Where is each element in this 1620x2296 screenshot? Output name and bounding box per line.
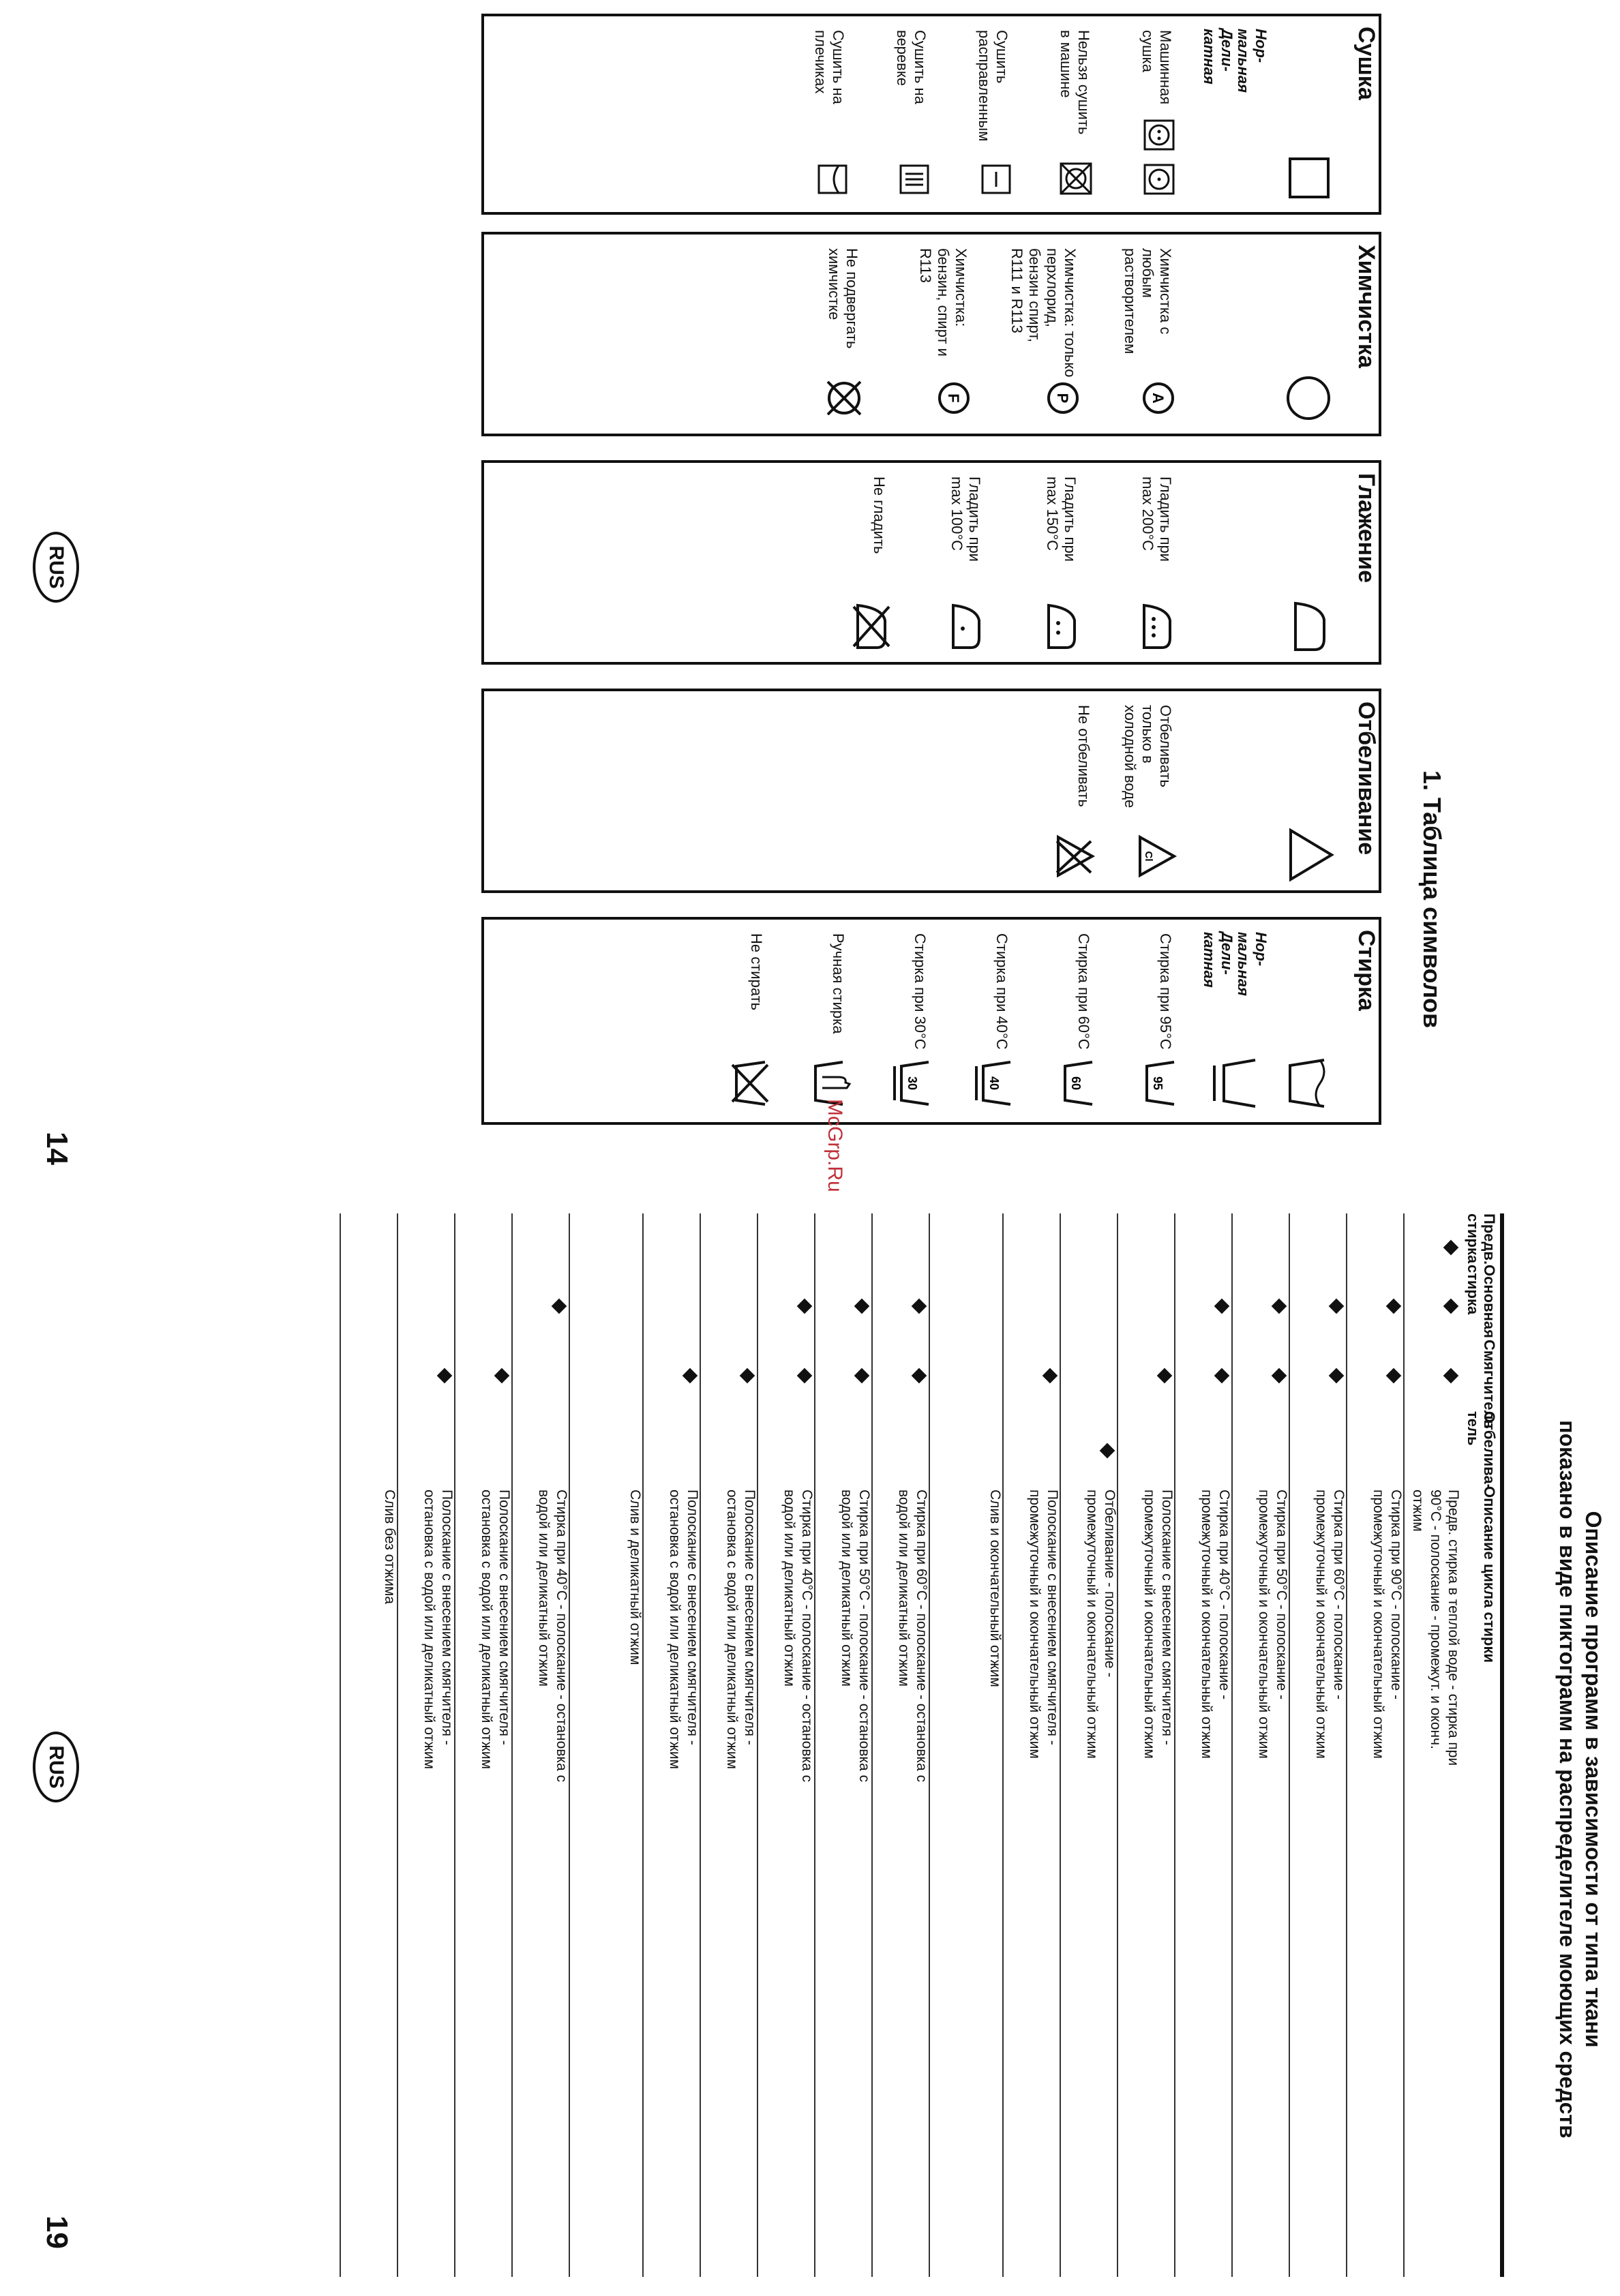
program-mark-diamond	[1386, 1368, 1402, 1384]
dry-clean-f-icon	[937, 381, 971, 415]
svg-text:P: P	[1054, 393, 1071, 404]
col-bleach-header: Отбелива- тель	[1465, 1411, 1498, 1490]
program-row	[1403, 1213, 1462, 2277]
program-mark-diamond	[740, 1368, 755, 1384]
tumble-dry-delicate-icon	[1143, 163, 1175, 196]
do-not-bleach-icon	[1055, 834, 1095, 878]
program-row	[397, 1213, 455, 2277]
program-description: Стирка при 40°С - полоскание - промежуточный и окончательный отжим	[1199, 1490, 1232, 1759]
program-row	[1346, 1213, 1405, 2277]
iron-panel	[481, 460, 1381, 665]
wash-tub-icon	[1249, 1056, 1331, 1111]
program-mark-diamond	[1443, 1299, 1459, 1314]
program-mark-diamond	[1214, 1368, 1230, 1384]
program-mark-diamond	[1386, 1299, 1402, 1314]
program-description: Стирка при 40°С - полоскание - остановка с водой или деликатный отжим	[536, 1490, 569, 1783]
program-row	[929, 1213, 1004, 2277]
program-mark-diamond	[1272, 1368, 1287, 1384]
right-page-number: 19	[40, 2216, 74, 2249]
program-mark-diamond	[1329, 1299, 1345, 1314]
iron-heading: Глажение	[1353, 473, 1379, 584]
right-page-badge-text: RUS	[45, 1745, 68, 1789]
wash-heading: Стирка	[1353, 930, 1379, 1011]
program-description: Стирка при 60°С - полоскание - остановка с водой или деликатный отжим	[896, 1490, 929, 1783]
drying-panel	[481, 14, 1381, 215]
program-description: Слив и деликатный отжим	[627, 1490, 643, 1665]
program-description: Слив и окончательный отжим	[987, 1490, 1003, 1687]
iron-150-label: Гладить при max 150°С	[1044, 477, 1079, 562]
program-mark-diamond	[1329, 1368, 1345, 1384]
bleach-cold-label: Отбеливать только в холодной воде	[1122, 705, 1174, 809]
program-row	[511, 1213, 570, 2277]
drip-dry-icon	[817, 164, 848, 195]
wash-tub-delicate-icon	[1205, 1056, 1259, 1111]
bleach-cl-icon	[1137, 834, 1177, 878]
dry-clean-circle-icon	[1285, 374, 1332, 422]
program-mark-diamond	[1100, 1443, 1115, 1459]
dry-clean-heading: Химчистка	[1353, 245, 1379, 368]
program-description: Стирка при 90°С - полоскание - промежуточный и окончательный отжим	[1370, 1490, 1404, 1759]
program-mark-diamond	[912, 1368, 927, 1384]
program-description: Стирка при 60°С - полоскание - промежуточный и окончательный отжим	[1313, 1490, 1347, 1759]
no-bleach-label: Не отбеливать	[1075, 705, 1092, 807]
dry-clean-panel	[481, 232, 1381, 436]
wash-panel	[481, 917, 1381, 1125]
program-mark-diamond	[797, 1299, 813, 1314]
left-page-badge	[33, 532, 79, 603]
bleach-panel	[481, 689, 1381, 893]
program-row	[814, 1213, 873, 2277]
programs-title-line-2: показано в виде пиктограмм на распределителе моющих средств	[1555, 1420, 1580, 2139]
program-row	[1117, 1213, 1175, 2277]
program-description: Полоскание с внесением смягчителя - остановка с водой или деликатный отжим	[479, 1490, 512, 1770]
program-description: Полоскание с внесением смягчителя - остановка с водой или деликатный отжим	[724, 1490, 758, 1770]
program-mark-diamond	[1272, 1299, 1287, 1314]
watermark: McGrp.Ru	[824, 1099, 846, 1192]
program-mark-diamond	[1042, 1368, 1058, 1384]
wash-95-icon	[1143, 1059, 1177, 1107]
wash-40-label: Стирка при 40°С	[993, 933, 1010, 1050]
tumble-dry-normal-icon	[1143, 119, 1175, 151]
programs-title	[1555, 1336, 1606, 2222]
program-row	[757, 1213, 815, 2277]
program-mark-diamond	[1157, 1368, 1173, 1384]
iron-three-dots-icon	[1140, 603, 1174, 650]
iron-two-dots-icon	[1045, 603, 1079, 650]
iron-one-dot-icon	[949, 603, 983, 650]
drying-delicate-label: Дели- катная	[1201, 29, 1235, 85]
program-mark-diamond	[1214, 1299, 1230, 1314]
drying-heading: Сушка	[1353, 27, 1379, 100]
program-row	[454, 1213, 513, 2277]
program-description: Предв. стирка в теплой воде - стирка при 90°С - полоскание - промежут. и оконч. отжим	[1410, 1490, 1461, 1766]
machine-dry-label: Машинная сушка	[1139, 30, 1174, 105]
do-not-iron-icon	[852, 603, 890, 650]
program-mark-diamond	[1443, 1368, 1459, 1384]
do-not-wash-icon	[730, 1059, 770, 1107]
program-row	[1289, 1213, 1347, 2277]
svg-text:Cl: Cl	[1143, 851, 1154, 862]
col-softener-header: Смягчитель	[1481, 1340, 1498, 1429]
hand-wash-label: Ручная стирка	[830, 933, 847, 1034]
bleach-heading: Отбеливание	[1353, 701, 1379, 856]
line-dry-icon	[899, 164, 930, 195]
program-mark-diamond	[437, 1368, 453, 1384]
iron-icon	[1289, 599, 1330, 654]
program-row	[1174, 1213, 1233, 2277]
program-mark-diamond	[912, 1299, 927, 1314]
wash-30-icon	[890, 1059, 931, 1107]
no-wash-label: Не стирать	[748, 933, 765, 1011]
program-description: Стирка при 40°С - полоскание - остановка с водой или деликатный отжим	[781, 1490, 815, 1783]
program-mark-diamond	[682, 1368, 698, 1384]
wash-delicate-label: Дели- катная	[1201, 932, 1235, 988]
program-mark-diamond	[797, 1368, 813, 1384]
program-description: Полоскание с внесением смягчителя - промежуточный и окончательный отжим	[1027, 1490, 1060, 1759]
program-mark-diamond	[552, 1299, 567, 1314]
left-page-badge-text: RUS	[45, 545, 68, 589]
program-mark-diamond	[854, 1299, 870, 1314]
svg-text:40: 40	[987, 1076, 1001, 1091]
right-page-badge	[33, 1732, 79, 1802]
dry-clean-p-icon	[1046, 381, 1080, 415]
wash-95-label: Стирка при 95°С	[1157, 933, 1174, 1050]
program-row	[871, 1213, 930, 2277]
program-mark-diamond	[854, 1368, 870, 1384]
program-description: Стирка при 50°С - полоскание - остановка с водой или деликатный отжим	[839, 1490, 872, 1783]
program-description: Полоскание с внесением смягчителя - остановка с водой или деликатный отжим	[421, 1490, 455, 1770]
dry-flat-icon	[980, 164, 1012, 195]
program-description: Полоскание с внесением смягчителя - остановка с водой или деликатный отжим	[667, 1490, 700, 1770]
program-mark-diamond	[1443, 1240, 1459, 1256]
svg-text:60: 60	[1069, 1076, 1083, 1091]
svg-text:A: A	[1150, 393, 1167, 404]
left-page-number: 14	[40, 1132, 74, 1165]
program-row	[1002, 1213, 1061, 2277]
svg-text:95: 95	[1151, 1076, 1165, 1091]
col-description-header: Описание цикла стирки	[1481, 1486, 1498, 1663]
dry-clean-p-label: Химчистка: только перхлорид, бензин спирт, R111 и R113	[1008, 248, 1079, 378]
program-description: Стирка при 50°С - полоскание - промежуточный и окончательный отжим	[1256, 1490, 1289, 1759]
wash-40-icon	[972, 1059, 1013, 1107]
table-top-rule	[1500, 1213, 1504, 2277]
program-row	[1060, 1213, 1118, 2277]
no-machine-dry-label: Нельзя сушить в машине	[1058, 30, 1092, 135]
wash-60-icon	[1061, 1059, 1095, 1107]
symbols-table-title: 1. Таблица символов	[1418, 770, 1446, 1029]
program-row	[1231, 1213, 1290, 2277]
iron-200-label: Гладить при max 200°С	[1139, 477, 1174, 562]
program-mark-diamond	[494, 1368, 510, 1384]
col-prewash-header: Предв. стирка	[1465, 1213, 1498, 1265]
drying-square-icon	[1287, 156, 1331, 200]
program-row	[642, 1213, 701, 2277]
dry-clean-f-label: Химчистка: бензин, спирт и R113	[917, 248, 970, 357]
wash-30-label: Стирка при 30°С	[912, 933, 929, 1050]
program-row	[340, 1213, 398, 2277]
program-description: Полоскание с внесением смягчителя - промежуточный и окончательный отжим	[1141, 1490, 1175, 1759]
do-not-dry-clean-icon	[824, 378, 865, 419]
svg-text:30: 30	[905, 1076, 919, 1091]
col-mainwash-header: Основная стирка	[1465, 1265, 1498, 1338]
line-dry-label: Сушить на веревке	[894, 30, 929, 104]
bleach-triangle-icon	[1287, 828, 1334, 882]
program-row	[569, 1213, 644, 2277]
program-description: Слив без отжима	[382, 1490, 397, 1605]
wash-normal-label: Нор- мальная	[1235, 932, 1270, 997]
program-row	[700, 1213, 758, 2277]
dry-clean-any-label: Химчистка с любым растворителем	[1122, 248, 1174, 354]
programs-title-line-1: Описание программ в зависимости от типа ткани	[1581, 1511, 1606, 2048]
program-description: Отбеливание - полоскание - промежуточный и окончательный отжим	[1084, 1490, 1118, 1759]
dry-flat-label: Сушить расправленным	[976, 30, 1010, 142]
svg-text:F: F	[945, 393, 962, 403]
iron-100-label: Гладить при max 100°С	[948, 477, 983, 562]
hanger-dry-label: Сушить на плечиках	[812, 30, 847, 104]
no-dry-clean-label: Не подвергать химчистке	[826, 248, 860, 349]
dry-clean-a-icon	[1141, 381, 1175, 415]
do-not-tumble-dry-icon	[1058, 161, 1094, 196]
drying-normal-label: Нор- мальная	[1235, 29, 1270, 93]
wash-60-label: Стирка при 60°С	[1075, 933, 1092, 1050]
no-iron-label: Не гладить	[871, 477, 888, 554]
